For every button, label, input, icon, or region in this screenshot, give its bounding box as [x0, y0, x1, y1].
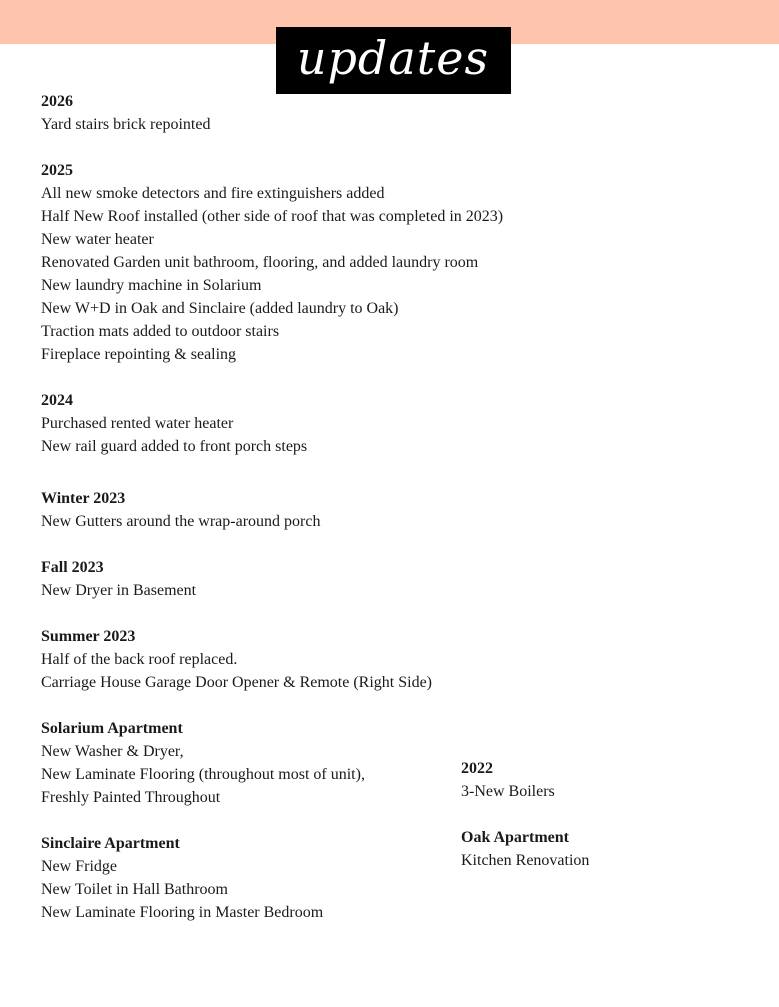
section-2024	[41, 389, 461, 458]
section-oak-apartment	[461, 826, 761, 872]
list-item: Half New Roof installed (other side of roof that was completed in 2023)	[41, 208, 504, 225]
list-item: New Laminate Flooring (throughout most of unit),	[41, 766, 365, 783]
section-heading: 2025	[41, 162, 73, 179]
section-winter-2023	[41, 487, 461, 533]
list-item: New Washer & Dryer,	[41, 743, 184, 760]
section-heading: 2024	[41, 392, 73, 409]
list-item: Kitchen Renovation	[461, 852, 590, 869]
section-heading: Fall 2023	[41, 559, 104, 576]
list-item: All new smoke detectors and fire extinguishers added	[41, 185, 385, 202]
section-heading: 2022	[461, 760, 493, 777]
list-item: Freshly Painted Throughout	[41, 789, 221, 806]
list-item: New laundry machine in Solarium	[41, 277, 262, 294]
list-item: 3-New Boilers	[461, 783, 555, 800]
section-summer-2023	[41, 625, 461, 694]
list-item: New Laminate Flooring in Master Bedroom	[41, 904, 324, 921]
list-item: New Fridge	[41, 858, 117, 875]
title-banner	[276, 27, 511, 94]
section-heading: Sinclaire Apartment	[41, 835, 180, 852]
list-item: New Toilet in Hall Bathroom	[41, 881, 228, 898]
list-item: New W+D in Oak and Sinclaire (added laundry to Oak)	[41, 300, 399, 317]
section-2022	[461, 757, 761, 803]
list-item: Carriage House Garage Door Opener & Remote (Right Side)	[41, 674, 432, 691]
list-item: Fireplace repointing & sealing	[41, 346, 237, 363]
list-item: New water heater	[41, 231, 154, 248]
section-heading: 2026	[41, 93, 73, 110]
title-graphic	[276, 27, 511, 94]
list-item: Half of the back roof replaced.	[41, 651, 238, 668]
list-item: New Dryer in Basement	[41, 582, 197, 599]
list-item: Purchased rented water heater	[41, 415, 234, 432]
right-column	[461, 757, 761, 895]
list-item: Yard stairs brick repointed	[41, 116, 211, 133]
list-item: New rail guard added to front porch steps	[41, 438, 308, 455]
section-heading: Summer 2023	[41, 628, 136, 645]
section-2026	[41, 90, 461, 136]
section-fall-2023	[41, 556, 461, 602]
section-heading: Winter 2023	[41, 490, 126, 507]
section-2025	[41, 159, 504, 366]
section-sinclaire-apartment	[41, 832, 461, 924]
section-heading: Solarium Apartment	[41, 720, 183, 737]
list-item: Renovated Garden unit bathroom, flooring, and added laundry room	[41, 254, 479, 271]
list-item: Traction mats added to outdoor stairs	[41, 323, 280, 340]
list-item: New Gutters around the wrap-around porch	[41, 513, 321, 530]
section-solarium-apartment	[41, 717, 461, 809]
section-heading: Oak Apartment	[461, 829, 569, 846]
page-title: updates	[296, 31, 490, 85]
